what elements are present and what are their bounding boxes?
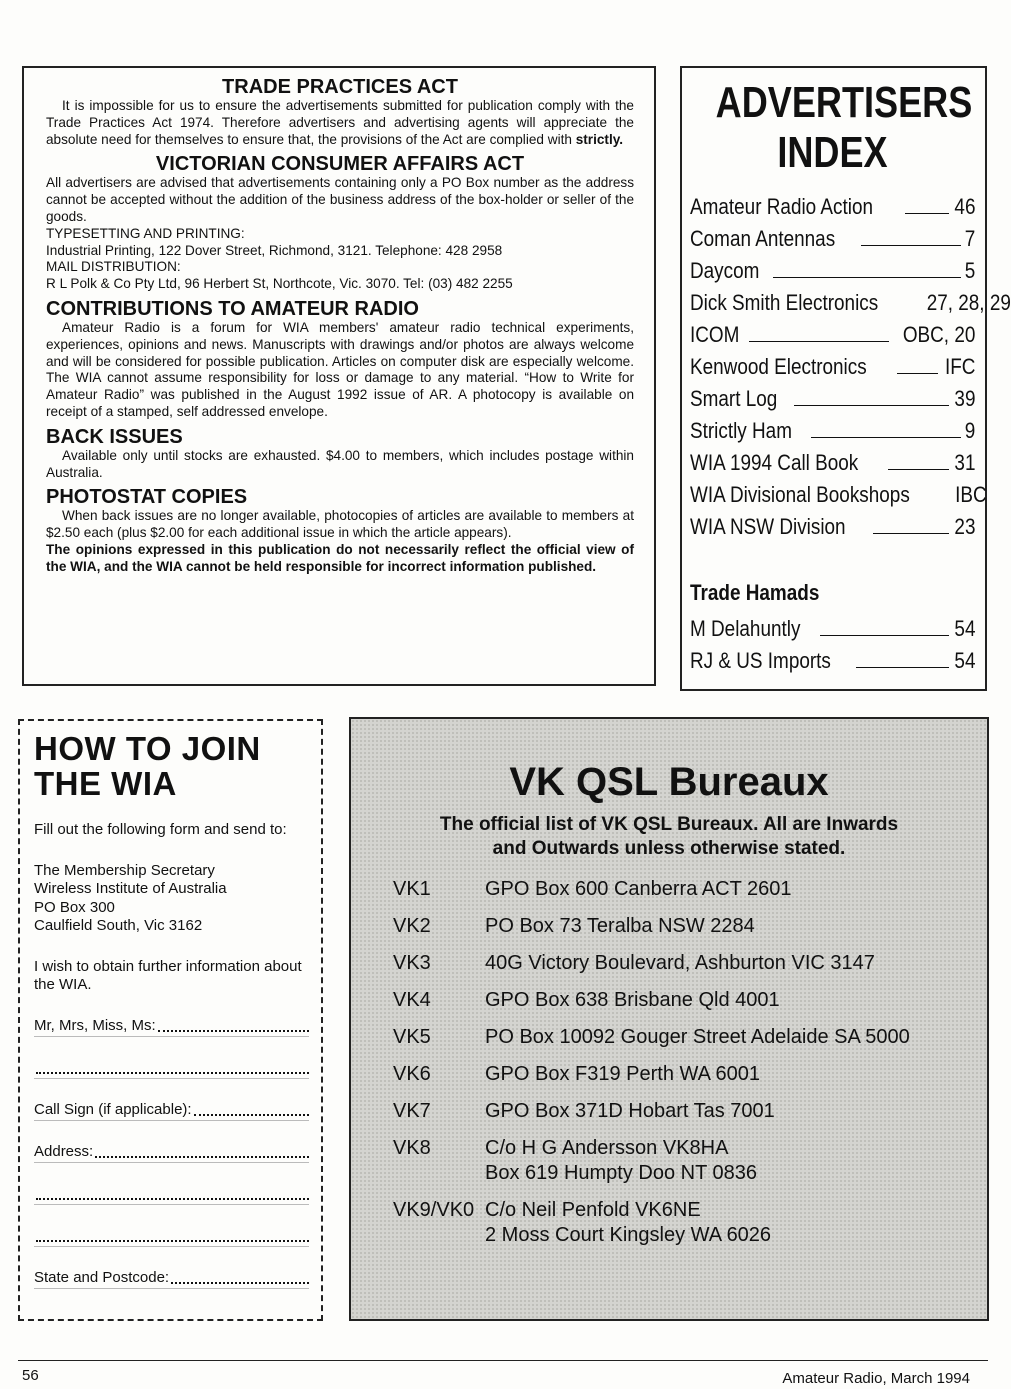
qsl-callsign: VK5 xyxy=(393,1026,431,1048)
trade-hamad-page: 54 xyxy=(953,616,975,641)
qsl-address xyxy=(485,877,791,902)
qsl-bureau-row xyxy=(371,1062,967,1087)
qsl-address xyxy=(485,1025,910,1050)
advertiser-name: Dick Smith Electronics xyxy=(690,290,879,315)
legal-notices-box xyxy=(22,66,656,686)
trade-hamad-row xyxy=(690,642,975,674)
consumer-affairs-title: VICTORIAN CONSUMER AFFAIRS ACT xyxy=(155,153,525,176)
qsl-callsign: VK2 xyxy=(393,915,431,937)
advertiser-page: 46 xyxy=(953,194,975,219)
advertiser-name: ICOM xyxy=(690,322,740,347)
advertiser-name: Coman Antennas xyxy=(690,226,836,251)
leader-line xyxy=(820,635,948,636)
qsl-bureau-row xyxy=(371,1099,967,1124)
publication-name: Amateur Radio, March 1994 xyxy=(782,1370,970,1387)
advertisers-title-line1: ADVERTISERS xyxy=(715,78,973,127)
opinions-disclaimer: The opinions expressed in this publication do not necessarily reflect the official view of the WIA, and the WIA cannot be held responsible for incorrect information published. xyxy=(46,541,634,574)
qsl-address xyxy=(485,1099,775,1124)
trade-hamad-page: 54 xyxy=(953,648,975,673)
form-field[interactable] xyxy=(34,1121,309,1163)
advertiser-page: 7 xyxy=(964,226,975,251)
form-field[interactable] xyxy=(34,1079,309,1121)
advertiser-page: 23 xyxy=(953,514,975,539)
advertiser-row xyxy=(690,284,1011,316)
form-field-label: Call Sign (if applicable): xyxy=(34,1101,192,1118)
join-form-fields xyxy=(34,995,309,1289)
how-to-join-form xyxy=(18,719,323,1321)
advertiser-row xyxy=(690,348,975,380)
form-field[interactable] xyxy=(34,1205,309,1247)
advertiser-row xyxy=(690,220,975,252)
leader-line xyxy=(773,277,961,278)
trade-hamads-title: Trade Hamads xyxy=(690,580,820,605)
qsl-address-line: 2 Moss Court Kingsley WA 6026 xyxy=(485,1224,772,1246)
qsl-address xyxy=(485,1198,771,1248)
qsl-address-line: PO Box 10092 Gouger Street Adelaide SA 5000 xyxy=(485,1026,910,1048)
advertiser-name: Kenwood Electronics xyxy=(690,354,867,379)
form-field-label: Mr, Mrs, Miss, Ms: xyxy=(34,1017,156,1034)
photostat-body: When back issues are no longer available, photocopies of articles are available to members at $2.50 each (plus $2.00 for each additional issue in which the article appears). xyxy=(46,508,634,541)
mail-distribution-value: R L Polk & Co Pty Ltd, 96 Herbert St, Northcote, Vic. 3070. Tel: (03) 482 2255 xyxy=(46,276,513,292)
advertisers-index xyxy=(680,66,1011,691)
join-title-line1: HOW TO JOIN xyxy=(34,730,261,767)
qsl-address xyxy=(485,1136,757,1186)
join-title-line2: THE WIA xyxy=(34,765,177,802)
trade-practices-title: TRADE PRACTICES ACT xyxy=(222,76,458,98)
typesetting-value: Industrial Printing, 122 Dover Street, Richmond, 3121. Telephone: 428 2958 xyxy=(46,242,503,258)
address-line: PO Box 300 xyxy=(34,898,115,916)
qsl-callsign: VK6 xyxy=(393,1063,431,1085)
advertiser-row xyxy=(690,476,987,508)
qsl-address-line: GPO Box 600 Canberra ACT 2601 xyxy=(485,878,792,900)
form-field[interactable] xyxy=(34,995,309,1037)
qsl-title: VK QSL Bureaux xyxy=(509,760,829,804)
address-line: Caulfield South, Vic 3162 xyxy=(34,917,203,934)
contributions-title: CONTRIBUTIONS TO AMATEUR RADIO xyxy=(46,297,419,320)
advertiser-row xyxy=(690,444,975,476)
advertiser-page: OBC, 20 xyxy=(902,322,975,347)
consumer-affairs-body: All advertisers are advised that advertisements containing only a PO Box number as the address cannot be accepted without the addition of the business address of the box-holder or seller of the goods. xyxy=(46,175,634,224)
qsl-callsign: VK3 xyxy=(393,952,431,974)
qsl-address xyxy=(485,1062,760,1087)
qsl-subtitle-line1: The official list of VK QSL Bureaux. All are Inwards xyxy=(439,814,899,835)
leader-line xyxy=(811,437,961,438)
trade-hamad-row xyxy=(690,610,975,642)
qsl-callsign: VK4 xyxy=(393,989,431,1011)
advertiser-name: WIA Divisional Bookshops xyxy=(690,482,910,507)
leader-line xyxy=(861,245,961,246)
advertiser-page: IBC xyxy=(954,482,987,507)
qsl-address-line: Box 619 Humpty Doo NT 0836 xyxy=(485,1162,758,1184)
qsl-address-line: 40G Victory Boulevard, Ashburton VIC 3147 xyxy=(485,952,875,974)
advertisers-title-line2: INDEX xyxy=(777,128,888,177)
advertiser-list xyxy=(690,188,1011,540)
leader-line xyxy=(794,405,949,406)
qsl-bureau-row xyxy=(371,914,967,939)
qsl-bureaux-list xyxy=(371,877,967,1248)
advertiser-name: Strictly Ham xyxy=(690,418,792,443)
footer-rule xyxy=(18,1360,988,1361)
advertiser-row xyxy=(690,252,975,284)
qsl-bureau-row xyxy=(371,951,967,976)
page-number: 56 xyxy=(22,1367,39,1384)
dotted-fill-line xyxy=(158,1030,309,1032)
dotted-fill-line xyxy=(36,1198,309,1200)
qsl-callsign: VK7 xyxy=(393,1100,431,1122)
qsl-address-line: PO Box 73 Teralba NSW 2284 xyxy=(485,915,755,937)
advertisers-index-title xyxy=(715,78,973,178)
leader-line xyxy=(873,533,949,534)
back-issues-body: Available only until stocks are exhausted. $4.00 to members, which includes postage within Australia. xyxy=(46,447,634,480)
form-field-label: Address: xyxy=(34,1143,94,1160)
form-field[interactable] xyxy=(34,1037,309,1079)
form-field[interactable] xyxy=(34,1247,309,1289)
qsl-address-line: GPO Box 371D Hobart Tas 7001 xyxy=(485,1100,775,1122)
qsl-address-line: C/o H G Andersson VK8HA xyxy=(485,1137,729,1159)
qsl-address-line: GPO Box F319 Perth WA 6001 xyxy=(485,1063,760,1085)
join-request: I wish to obtain further information about the WIA. xyxy=(34,957,302,993)
qsl-bureau-row xyxy=(371,1025,967,1050)
advertiser-page: 9 xyxy=(964,418,975,443)
qsl-address xyxy=(485,951,875,976)
qsl-subtitle xyxy=(371,813,967,861)
advertiser-name: Smart Log xyxy=(690,386,778,411)
qsl-bureau-row xyxy=(371,1136,967,1186)
leader-line xyxy=(888,469,949,470)
leader-line xyxy=(856,667,949,668)
form-field[interactable] xyxy=(34,1163,309,1205)
advertiser-row xyxy=(690,188,975,220)
advertiser-page: 5 xyxy=(964,258,975,283)
qsl-address xyxy=(485,988,780,1013)
photostat-title: PHOTOSTAT COPIES xyxy=(46,486,248,509)
advertiser-row xyxy=(690,380,975,412)
qsl-bureau-row xyxy=(371,877,967,902)
contributions-body: Amateur Radio is a forum for WIA members' amateur radio technical experiments, experiences, opinions and news. Manuscripts with drawings and/or photos are always welcome and will be considered for possible publication. Articles on computer disk are especially welcome. The WIA cannot assume responsibility for loss or damage to any material. “How to Write for Amateur Radio” was published in the August 1992 issue of AR. A photocopy is available on receipt of a stamped, self addressed envelope. xyxy=(46,319,634,419)
advertiser-page: 27, 28, 29 xyxy=(926,290,1011,315)
qsl-bureau-row xyxy=(371,1198,967,1248)
qsl-subtitle-line2: and Outwards unless otherwise stated. xyxy=(492,838,846,859)
trade-hamad-name: M Delahuntly xyxy=(690,616,801,641)
trade-hamad-name: RJ & US Imports xyxy=(690,648,831,673)
qsl-callsign: VK1 xyxy=(393,878,431,900)
dotted-fill-line xyxy=(171,1282,309,1284)
leader-line xyxy=(749,341,888,342)
advertiser-row xyxy=(690,316,975,348)
advertiser-name: Daycom xyxy=(690,258,760,283)
qsl-address-line: GPO Box 638 Brisbane Qld 4001 xyxy=(485,989,780,1011)
address-line: The Membership Secretary xyxy=(34,861,215,879)
typesetting-label: TYPESETTING AND PRINTING: xyxy=(46,225,245,241)
dotted-fill-line xyxy=(95,1156,309,1158)
advertiser-page: 39 xyxy=(953,386,975,411)
advertiser-page: 31 xyxy=(953,450,975,475)
form-field-label: State and Postcode: xyxy=(34,1269,170,1286)
trade-practices-body: It is impossible for us to ensure the advertisements submitted for publication comply with the Trade Practices Act 1974. Therefore advertisers and advertising agents will appreciate the absolute need for themselves to ensure that, the provisions of the Act are complied with strictly. xyxy=(46,98,634,147)
advertiser-name: Amateur Radio Action xyxy=(690,194,873,219)
mail-distribution-label: MAIL DISTRIBUTION: xyxy=(46,259,181,275)
advertiser-name: WIA NSW Division xyxy=(690,514,846,539)
dotted-fill-line xyxy=(194,1114,309,1116)
join-intro: Fill out the following form and send to: xyxy=(34,821,287,838)
advertiser-row xyxy=(690,508,975,540)
trade-hamads-list xyxy=(690,610,975,674)
dotted-fill-line xyxy=(36,1072,309,1074)
advertiser-row xyxy=(690,412,975,444)
advertiser-name: WIA 1994 Call Book xyxy=(690,450,859,475)
qsl-callsign: VK8 xyxy=(393,1137,431,1159)
qsl-address xyxy=(485,914,755,939)
back-issues-title: BACK ISSUES xyxy=(46,425,183,448)
leader-line xyxy=(897,373,937,374)
address-line: Wireless Institute of Australia xyxy=(34,880,227,897)
membership-address xyxy=(34,862,309,936)
join-title xyxy=(34,731,309,801)
leader-line xyxy=(905,213,949,214)
qsl-bureaux-panel xyxy=(349,717,989,1321)
advertiser-page: IFC xyxy=(944,354,975,379)
qsl-address-line: C/o Neil Penfold VK6NE xyxy=(485,1199,701,1221)
qsl-callsign: VK9/VK0 xyxy=(393,1199,475,1221)
qsl-bureau-row xyxy=(371,988,967,1013)
dotted-fill-line xyxy=(36,1240,309,1242)
